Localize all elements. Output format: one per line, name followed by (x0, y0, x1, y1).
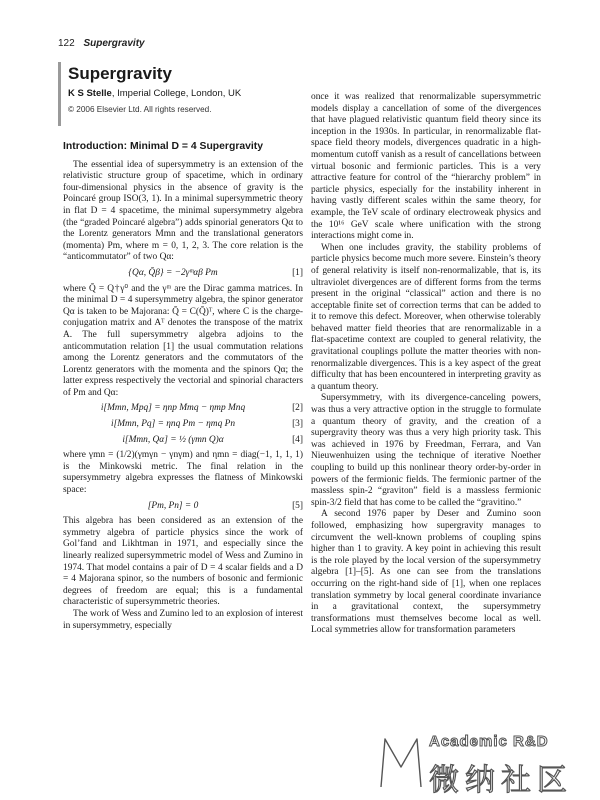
watermark-english-text: Academic R&D (429, 733, 549, 750)
paragraph: Supersymmetry, with its divergence-canceling powers, was thus a very attractive option in the struggle to formulate a quantum theory of gravity, and the creation of a supergravity theory was thus a very high priority task. This was achieved in 1976 by Freedman, Ferrara, and Van Nieuwenhuizen using the technique of iterative Noether coupling to build up this nonlinear theory order-by-order in powers of the fermionic fields. The fermionic partner of the massless spin-2 “graviton” field is a massless fermionic spin-3/2 field that has come to be called the “gravitino.” (311, 393, 541, 508)
author-name: K S Stelle (68, 88, 112, 99)
equation-number: [1] (292, 267, 303, 278)
equation-5 (63, 501, 303, 513)
author-affiliation: , Imperial College, London, UK (111, 88, 242, 99)
left-column (63, 141, 303, 632)
watermark (377, 733, 592, 798)
paragraph: When one includes gravity, the stability problems of particle physics become much more severe. Einstein’s theory of general relativity is itself non-renormalizable, that is, its ultraviolet divergences are of different forms from the terms present in the original “classical” action and there is no acceptable finite set of correction terms that can be added to it to remove this defect. Moreover, when otherwise tolerably behaved matter field theories that are renormalizable in a flat-spacetime context are coupled to general relativity, the gravitational couplings pollute the matter theories with non-renormalizable divergences. This is a key aspect of the great difficulty that has been encountered in interpreting gravity as a quantum theory. (311, 242, 541, 392)
equation-formula: i[Mmn, Qα] = ½ (γmn Q)α (122, 434, 224, 445)
equation-2 (63, 403, 303, 415)
equation-number: [3] (292, 419, 303, 430)
equation-3 (63, 419, 303, 431)
equation-formula: [Pm, Pn] = 0 (147, 500, 199, 511)
page-number: 122 (58, 38, 75, 49)
equation-formula: {Qα, Q̄β} = −2γᵐαβ Pm (128, 267, 218, 278)
copyright-notice: © 2006 Elsevier Ltd. All rights reserved. (68, 105, 212, 114)
paragraph: where Q̄ = Q†γ⁰ and the γᵐ are the Dirac gamma matrices. In the minimal D = 4 supersymmetry algebra, the spinor generator Qα is taken to be Majorana: Q̄ = C(Q̄)ᵀ, where C is the charge-conjugation matrix and Aᵀ denotes the transpose of the matrix A. The full supersymmetry algebra adjoins to the anticommutation relation [1] the usual commutation relations among the Lorentz generators and the commutators of the Lorentz generators with the momenta and the spinors Qα; the latter express respectively the vectorial and spinorial characters of Pm and Qα: (63, 283, 303, 398)
paragraph: A second 1976 paper by Deser and Zumino soon followed, emphasizing how supergravity manages to circumvent the well-known problems of coupling spins higher than 1 to gravity. A key point in achieving this result is the role played by the local version of the supersymmetry algebra [1]–[5]. As one can see from the translations occurring on the right-hand side of [1], when one replaces translation symmetry by local general coordinate invariance in a gravitational context, the supersymmetry transformations must themselves become local as well. Local symmetries allow for transformation parameters (311, 509, 541, 636)
equation-4 (63, 435, 303, 447)
article-title: Supergravity (68, 64, 172, 83)
equation-number: [2] (292, 403, 303, 414)
running-header (58, 38, 145, 49)
right-column (311, 92, 541, 637)
running-section-title: Supergravity (83, 38, 145, 49)
author-line (68, 88, 308, 99)
section-heading: Introduction: Minimal D = 4 Supergravity (63, 141, 264, 152)
watermark-logo-icon (377, 733, 425, 791)
paragraph: once it was realized that renormalizable supersymmetric models display a cancellation of some of the divergences that have plagued relativistic quantum field theory since its inception in the 1930s. In particular, in renormalizable flat-space field theory models, divergences quadratic in a high-momentum cutoff vanish as a result of cancellations between virtual bosonic and fermionic particles. This is a very attractive feature for control of the “hierarchy problem” in particle physics, especially for the instability inherent in having vastly different scales within the same theory, for example, the TeV scale of ordinary electroweak physics and the 10¹⁶ GeV scale where unification with the strong interactions might come in. (311, 92, 541, 242)
paragraph: This algebra has been considered as an extension of the symmetry algebra of particle physics since the work of Gol’fand and Likhtman in 1971, and especially since the linearly realized supersymmetric model of Wess and Zumino in 1974. That model contains a pair of D = 4 scalar fields and a D = 4 Majorana spinor, so the numbers of bosonic and fermionic degrees of freedom are equal; this is a fundamental characteristic of supersymmetric theories. (63, 516, 303, 608)
paragraph: where γmn = (1/2)(γmγn − γnγm) and ηmn = diag(−1, 1, 1, 1) is the Minkowski metric. The final relation in the supersymmetry algebra expresses the flatness of Minkowski space: (63, 450, 303, 496)
equation-1 (63, 268, 303, 280)
equation-number: [4] (292, 434, 303, 445)
equation-number: [5] (292, 500, 303, 511)
paragraph: The essential idea of supersymmetry is an extension of the relativistic structure group of spacetime, which in ordinary four-dimensional physics in the absence of gravity is the Poincaré group ISO(3, 1). In a minimal supersymmetric theory in flat D = 4 spacetime, the minimal supersymmetry algebra (the “graded Poincaré algebra”) adds spinorial generators Qα to the Lorentz generators Mmn and the translational generators (momenta) Pm, where m = 0, 1, 2, 3. The core relation is the “anticommutator” of two Qα: (63, 159, 303, 263)
paragraph: The work of Wess and Zumino led to an explosion of interest in supersymmetry, especially (63, 608, 303, 631)
watermark-chinese-text: 微纳社区 (429, 763, 573, 798)
equation-formula: i[Mmn, Mpq] = ηnp Mmq − ηmp Mnq (100, 403, 246, 414)
equation-formula: i[Mmn, Pq] = ηnq Pm − ηmq Pn (110, 419, 236, 430)
article-title-block (58, 62, 308, 126)
